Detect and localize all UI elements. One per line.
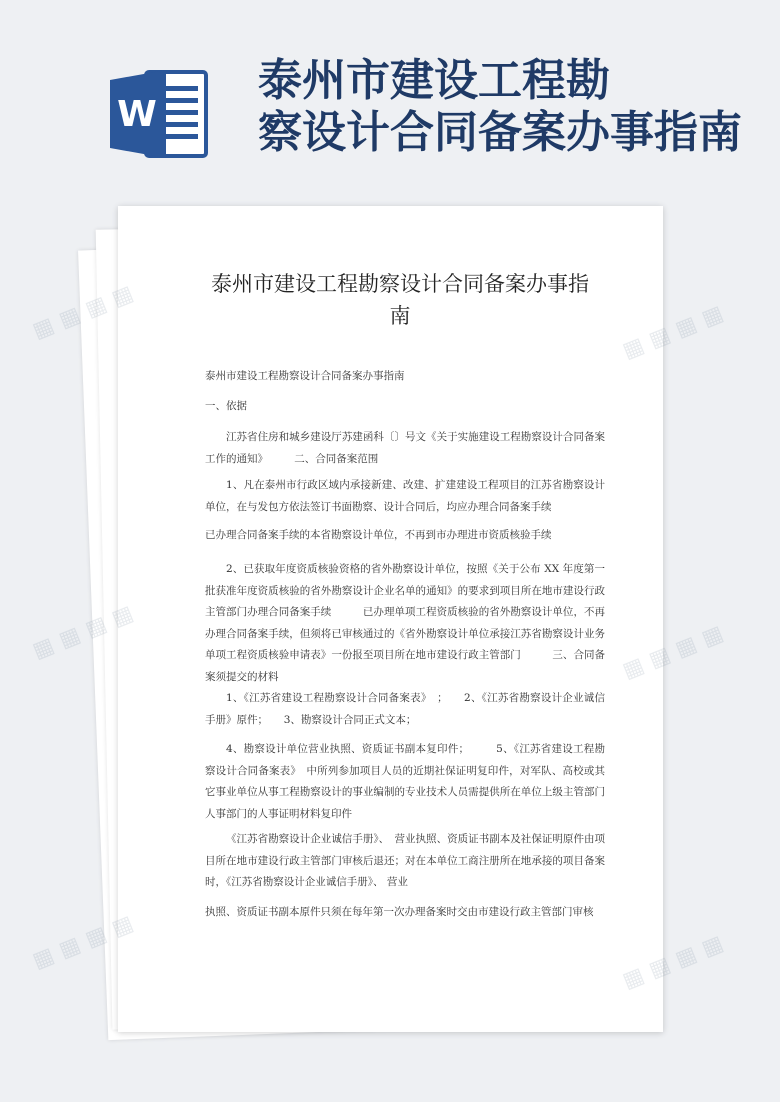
paragraph-scope-1: 1、凡在泰州市行政区域内承接新建、改建、扩建建设工程项目的江苏省勘察设计单位，在与发包方依法签订书面勘察、设计合同后，均应办理合同备案手续 [205,479,605,513]
paragraph-originals-cont: 执照、资质证书副本原件只须在每年第一次办理备案时交由市建设行政主管部门审核 [205,906,594,918]
banner-title [258,55,780,165]
watermark: ▦ ▦ ▦ ▦ [619,621,727,684]
doc-subtitle: 泰州市建设工程勘察设计合同备案办事指南 [205,370,405,382]
watermark: ▦ ▦ ▦ ▦ [619,931,727,994]
paragraph-scope-note: 已办理合同备案手续的本省勘察设计单位，不再到市办理进市资质核验手续 [205,529,552,541]
paragraph-originals: 《江苏省勘察设计企业诚信手册》、 营业执照、资质证书副本及社保证明原件由项目所在地市建设行政主管部门审核后退还；对在本单位工商注册所在地承接的项目备案时，《江苏省勘察设计企业诚信手册》、 营业 [205,833,605,888]
banner-title-line-2: 察设计合同备案办事指南 [258,107,742,158]
watermark: ▦ ▦ ▦ ▦ [619,301,727,364]
watermark: ▦ ▦ ▦ ▦ [29,911,137,974]
section-heading-basis: 一、依据 [205,400,247,412]
paragraph-materials-2: 4、勘察设计单位营业执照、资质证书副本复印件； 5、《江苏省建设工程勘察设计合同备案表》 中所列参加项目人员的近期社保证明复印件，对军队、高校或其它事业单位从事工程勘察设计的事业编制的专业技术人员需提供所在单位上级主管部门人事部门的人事证明材料复印件 [205,743,605,820]
document-title [205,268,595,332]
watermark: ▦ ▦ ▦ ▦ [29,601,137,664]
word-doc-icon [110,68,210,160]
document-title-line-2: 南 [389,304,411,328]
watermark: ▦ ▦ [29,302,85,344]
paragraph-scope-2: 2、已获取年度资质核验资格的省外勘察设计单位，按照《关于公布 XX 年度第一批获准年度资质核验的省外勘察设计企业名单的通知》的要求到项目所在地市建设行政主管部门办理合同备案手续 已办理单项工程资质核验的省外勘察设计单位，不再办理合同备案手续，但须将已审核通过的《省外勘察设计单位承接江苏省勘察设计业务单项工程资质核验申请表》一份报至项目所在地市建设行政主管部门 三、合同备案须提交的材料 [205,563,605,683]
document-title-line-1: 泰州市建设工程勘察设计合同备案办事指 [211,272,589,296]
word-logo-letter: W [117,94,157,135]
banner-title-line-1: 泰州市建设工程勘 [258,55,610,106]
paragraph-materials-1: 1、《江苏省建设工程勘察设计合同备案表》 ； 2、《江苏省勘察设计企业诚信手册》原件； 3、勘察设计合同正式文本； [205,692,605,726]
paragraph-basis: 江苏省住房和城乡建设厅苏建函科〔〕号文《关于实施建设工程勘察设计合同备案工作的通知》 二、合同备案范围 [205,431,605,465]
